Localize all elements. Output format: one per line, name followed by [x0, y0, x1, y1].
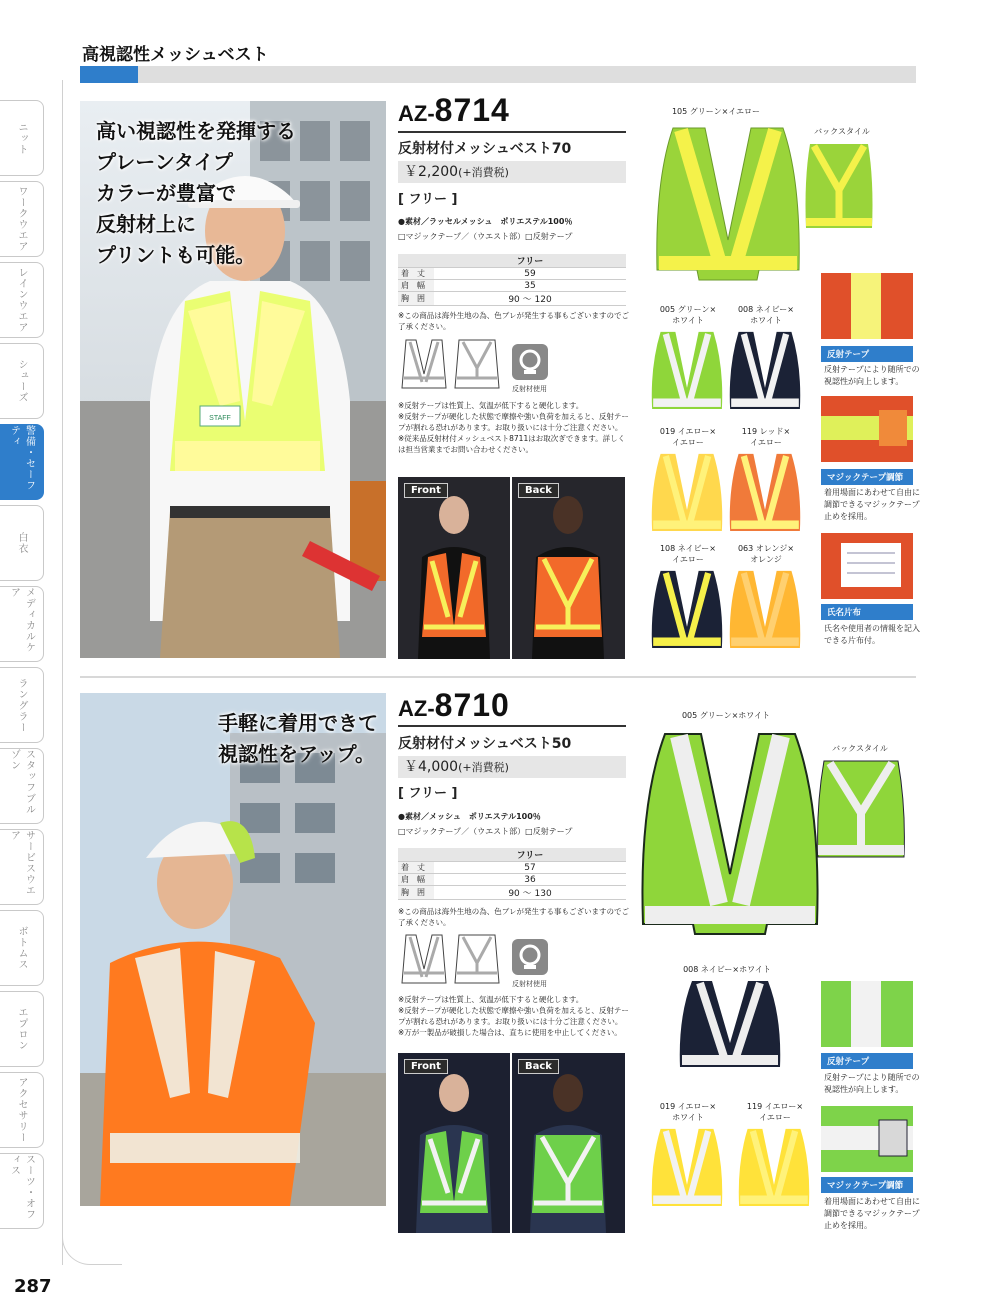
detail-text: 反射テープにより随所での視認性が向上します。	[824, 365, 920, 386]
vest-008	[678, 977, 782, 1073]
flat-back-1	[453, 338, 501, 394]
side-tab[interactable]: メディカルケア	[0, 586, 44, 662]
table-label: 着 丈	[398, 268, 434, 280]
caption-1	[96, 116, 296, 271]
caption-2	[218, 708, 378, 770]
table-value: 35	[434, 280, 626, 292]
material-text: ●素材／メッシュ ポリエステル100％	[398, 812, 541, 821]
color-swatch-vest	[650, 450, 724, 540]
side-tab[interactable]: スタッフブルゾン	[0, 748, 44, 824]
reflective-icon-label: 反射材使用	[512, 385, 547, 393]
size-table-2	[398, 848, 626, 900]
note-line: ※万が一製品が破損した場合は、直ちに使用を中止してください。	[398, 1028, 622, 1037]
detail-photo-velcro-2	[821, 1106, 913, 1172]
price-1	[398, 161, 626, 183]
section-divider	[80, 676, 916, 678]
note-line: ※反射テープが硬化した状態で摩擦や強い負荷を加えると、反射テープが割れる恐れがあります。お取り扱いには十分ご注意ください。	[398, 412, 629, 432]
color-label-008: 008 ネイビー×ホワイト	[683, 965, 771, 974]
flat-front-1	[400, 338, 448, 394]
side-tab[interactable]: サービスウエア	[0, 829, 44, 905]
color-swatch-vest	[650, 1125, 724, 1215]
tax-note: (+消費税)	[458, 166, 509, 179]
reflective-icon-label: 反射材使用	[512, 980, 547, 988]
side-tab[interactable]: ラングラー	[0, 667, 44, 743]
back-tag: Back	[518, 1059, 559, 1074]
price-value: ￥4,000	[404, 759, 459, 775]
caption-line: プレーンタイプ	[96, 150, 233, 174]
page-number: 287	[14, 1276, 52, 1297]
code-rule	[398, 131, 626, 133]
code-prefix: AZ-	[398, 101, 435, 126]
price-2	[398, 756, 626, 778]
side-tab[interactable]: ニット	[0, 100, 44, 176]
back-tag: Back	[518, 483, 559, 498]
product-name-2: 反射材付メッシュベスト50	[398, 736, 572, 752]
color-label: 063 オレンジ× オレンジ	[737, 544, 795, 564]
table-label: 胸 囲	[398, 292, 434, 306]
detail-tag: マジックテープ調節	[821, 469, 913, 485]
detail-photo-nametag-1	[821, 533, 913, 599]
side-tab[interactable]: ワークウエア	[0, 181, 44, 257]
front-photo-2	[398, 1053, 510, 1233]
table-label: 肩 幅	[398, 874, 434, 886]
product-name-1: 反射材付メッシュベスト70	[398, 141, 572, 157]
detail-tag: 反射テープ	[821, 346, 913, 362]
back-photo-1	[512, 477, 625, 659]
caption-line: 手軽に着用できて	[218, 711, 378, 735]
header-bar	[80, 66, 916, 83]
color-label: 119 イエロー× イエロー	[746, 1102, 804, 1122]
detail-text: 氏名や使用者の情報を記入できる片布付。	[824, 624, 920, 645]
side-tab[interactable]: シューズ	[0, 343, 44, 419]
size-table-1	[398, 254, 626, 306]
price-value: ￥2,200	[404, 164, 459, 180]
color-label: 005 グリーン× ホワイト	[659, 305, 717, 325]
back-style-label-1: バックスタイル	[814, 127, 870, 136]
size-label-1: [ フリー ]	[398, 192, 458, 207]
table-header: フリー	[434, 254, 626, 268]
product-code-2	[398, 687, 510, 724]
color-label: 108 ネイビー× イエロー	[659, 544, 717, 564]
color-label: 019 イエロー× ホワイト	[659, 1102, 717, 1122]
front-tag: Front	[404, 483, 448, 498]
color-swatch-vest	[650, 567, 724, 657]
main-color-label-2: 005 グリーン×ホワイト	[681, 711, 771, 720]
back-vest-1	[804, 140, 874, 235]
size-label-2: [ フリー ]	[398, 786, 458, 801]
table-value: 90 ～ 120	[434, 292, 626, 306]
detail-text: 着用場面にあわせて自由に調節できるマジックテープ止めを採用。	[824, 488, 920, 521]
side-tab[interactable]: ボトムス	[0, 910, 44, 986]
color-label: 008 ネイビー× ホワイト	[737, 305, 795, 325]
table-value: 59	[434, 268, 626, 280]
front-tag: Front	[404, 1059, 448, 1074]
tax-note: (+消費税)	[458, 761, 509, 774]
note-line: ※反射テープは性質上、気温が低下すると硬化します。	[398, 995, 584, 1004]
side-tab[interactable]: アクセサリー	[0, 1072, 44, 1148]
color-swatch-vest	[650, 328, 724, 418]
detail-photo-reflective-1	[821, 273, 913, 339]
options-text: □マジックテープ／（ウエスト部）□反射テープ	[398, 232, 573, 241]
caption-line: 視認性をアップ。	[218, 742, 375, 766]
material-1	[398, 214, 572, 244]
caution-notes-2	[398, 994, 630, 1038]
table-value: 90 ～ 130	[434, 886, 626, 900]
color-swatch-vest	[728, 567, 802, 657]
product-code-1	[398, 92, 510, 129]
detail-photo-velcro-1	[821, 396, 913, 462]
detail-tag: マジックテープ調節	[821, 1177, 913, 1193]
side-tab[interactable]: 白衣	[0, 505, 44, 581]
staff-badge: STAFF	[209, 415, 231, 422]
caption-line: カラーが豊富で	[96, 181, 236, 205]
back-photo-2	[512, 1053, 625, 1233]
detail-tag: 反射テープ	[821, 1053, 913, 1069]
reflective-icon	[512, 939, 548, 975]
page-title: 高視認性メッシュベスト	[82, 45, 269, 65]
main-color-label-1: 105 グリーン×イエロー	[671, 107, 761, 116]
front-photo-1	[398, 477, 510, 659]
material-text: ●素材／ラッセルメッシュ ポリエステル100％	[398, 217, 573, 226]
table-header: フリー	[434, 848, 626, 862]
caption-line: 反射材上に	[96, 212, 196, 236]
side-tab[interactable]: スーツ・オフィス	[0, 1153, 44, 1229]
side-tab[interactable]: 警備・セーフティ	[0, 424, 44, 500]
color-note-1: ※この商品は海外生地の為、色ブレが発生する事もございますのでご了承ください。	[398, 311, 629, 331]
color-label: 119 レッド× イエロー	[741, 427, 791, 447]
options-text: □マジックテープ／（ウエスト部）□反射テープ	[398, 827, 573, 836]
side-tab[interactable]: レインウエア	[0, 262, 44, 338]
frame-curve	[62, 1225, 122, 1265]
side-tab[interactable]: エプロン	[0, 991, 44, 1067]
caution-notes-1	[398, 400, 630, 455]
code-number: 8710	[434, 687, 510, 723]
table-value: 36	[434, 874, 626, 886]
color-swatch-vest	[737, 1125, 811, 1215]
detail-tag: 氏名片布	[821, 604, 913, 620]
main-vest-2	[635, 724, 825, 942]
back-vest-2	[816, 757, 906, 863]
table-label: 肩 幅	[398, 280, 434, 292]
color-label: 019 イエロー× イエロー	[659, 427, 717, 447]
color-swatch-vest	[728, 450, 802, 540]
detail-photo-reflective-2	[821, 981, 913, 1047]
back-style-label-2: バックスタイル	[832, 744, 888, 753]
note-line: ※従来品反射材付メッシュベスト8711はお取次ぎできます。詳しくは担当営業までお問い合わせください。	[398, 434, 626, 454]
material-2	[398, 809, 572, 839]
table-label: 着 丈	[398, 862, 434, 874]
note-line: ※反射テープは性質上、気温が低下すると硬化します。	[398, 401, 584, 410]
detail-text: 反射テープにより随所での視認性が向上します。	[824, 1073, 920, 1094]
caption-line: 高い視認性を発揮する	[96, 119, 296, 143]
reflective-icon	[512, 344, 548, 380]
note-line: ※反射テープが硬化した状態で摩擦や強い負荷を加えると、反射テープが割れる恐れがあります。お取り扱いには十分ご注意ください。	[398, 1006, 629, 1026]
code-rule	[398, 725, 626, 727]
main-vest-1	[653, 120, 803, 285]
code-number: 8714	[434, 92, 510, 128]
code-prefix: AZ-	[398, 696, 435, 721]
table-label: 胸 囲	[398, 886, 434, 900]
flat-front-2	[400, 933, 448, 989]
flat-back-2	[453, 933, 501, 989]
caption-line: プリントも可能。	[96, 243, 256, 267]
color-note-2: ※この商品は海外生地の為、色ブレが発生する事もございますのでご了承ください。	[398, 907, 629, 927]
header-accent	[80, 66, 138, 83]
table-value: 57	[434, 862, 626, 874]
frame-line	[62, 80, 63, 1265]
detail-text: 着用場面にあわせて自由に調節できるマジックテープ止めを採用。	[824, 1197, 920, 1230]
color-swatch-vest	[728, 328, 802, 418]
